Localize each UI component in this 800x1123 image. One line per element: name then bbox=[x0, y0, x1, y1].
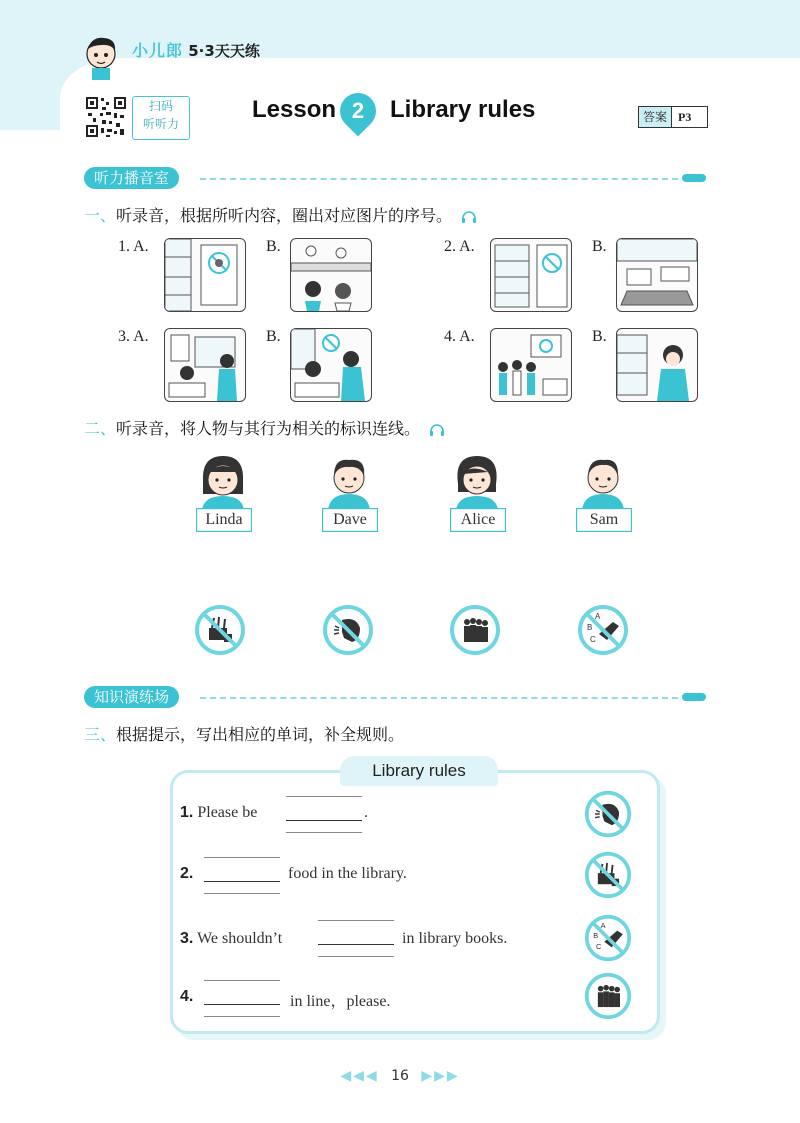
no-food-icon bbox=[584, 851, 632, 899]
lesson-number-badge bbox=[333, 86, 384, 137]
rule-text-before: We shouldn’t bbox=[197, 930, 283, 947]
rule-4-answer-blank[interactable] bbox=[204, 1004, 280, 1005]
rule-1-answer-blank[interactable] bbox=[286, 820, 362, 821]
question-number: 三、 bbox=[84, 725, 117, 744]
item-2b-label: B. bbox=[592, 238, 607, 255]
lesson-title: Library rules bbox=[390, 96, 536, 123]
rule-number: 1. bbox=[180, 804, 194, 821]
rule-2-answer-blank[interactable] bbox=[204, 881, 280, 882]
writing-guide-line bbox=[204, 1016, 280, 1017]
brand-series: 5·3天天练 bbox=[188, 42, 260, 60]
scan-line-1: 扫码 bbox=[148, 99, 173, 113]
item-1b-image[interactable] bbox=[290, 238, 372, 312]
no-talking-icon bbox=[584, 790, 632, 838]
question-number: 二、 bbox=[84, 419, 117, 438]
section-divider bbox=[200, 178, 678, 180]
item-2a-image[interactable] bbox=[490, 238, 572, 312]
item-4-label: 4. A. bbox=[444, 328, 475, 345]
scan-to-listen-label bbox=[132, 96, 190, 140]
writing-guide-line bbox=[204, 893, 280, 894]
line-up-icon bbox=[584, 972, 632, 1020]
rule-text-before: Please be bbox=[197, 804, 258, 821]
rule-2-after: food in the library. bbox=[288, 865, 407, 882]
question-3-title bbox=[84, 722, 404, 745]
answer-label: 答案 bbox=[639, 107, 672, 127]
no-writing-in-books-icon bbox=[584, 914, 632, 962]
item-4b-image[interactable] bbox=[616, 328, 698, 402]
writing-guide-line bbox=[318, 956, 394, 957]
writing-guide-line bbox=[318, 920, 394, 921]
svg-text:B: B bbox=[593, 931, 599, 940]
item-2b-image[interactable] bbox=[616, 238, 698, 312]
svg-text:C: C bbox=[590, 635, 596, 644]
item-2-label: 2. A. bbox=[444, 238, 475, 255]
question-2-title bbox=[84, 416, 445, 439]
question-1-title bbox=[84, 203, 477, 226]
answer-page: P3 bbox=[678, 110, 692, 124]
question-text: 根据提示，写出相应的单词，补全规则。 bbox=[116, 725, 405, 744]
rule-3-answer-blank[interactable] bbox=[318, 944, 394, 945]
question-number: 一、 bbox=[84, 206, 117, 225]
rule-1 bbox=[180, 804, 257, 822]
qr-code-icon[interactable] bbox=[84, 95, 128, 139]
brand-name: 小儿郎 bbox=[132, 41, 184, 60]
rule-4-after: in line，please. bbox=[290, 993, 391, 1010]
rule-1-after: . bbox=[364, 804, 368, 821]
section-listening: 听力播音室 bbox=[84, 167, 179, 189]
no-writing-in-books-icon[interactable] bbox=[577, 604, 629, 656]
no-talking-icon[interactable] bbox=[322, 604, 374, 656]
item-1a-image[interactable] bbox=[164, 238, 246, 312]
page-number: 16 bbox=[391, 1068, 409, 1084]
rule-number: 2. bbox=[180, 865, 194, 882]
name-sam[interactable]: Sam bbox=[576, 508, 632, 532]
linda-avatar bbox=[188, 450, 258, 510]
brand-title bbox=[132, 38, 260, 61]
writing-guide-line bbox=[204, 857, 280, 858]
svg-text:A: A bbox=[600, 920, 606, 930]
item-4b-label: B. bbox=[592, 328, 607, 345]
pencil-icon bbox=[682, 693, 706, 701]
headphone-icon[interactable] bbox=[429, 423, 445, 437]
scan-line-2: 听听力 bbox=[142, 117, 179, 131]
alice-avatar bbox=[442, 450, 512, 510]
rule-number: 4. bbox=[180, 988, 194, 1005]
item-3b-label: B. bbox=[266, 328, 281, 345]
right-arrows-icon: ▶▶▶ bbox=[421, 1068, 460, 1084]
item-3-label: 3. A. bbox=[118, 328, 149, 345]
lesson-word: Lesson bbox=[252, 96, 337, 123]
rule-4 bbox=[180, 988, 193, 1006]
writing-guide-line bbox=[204, 980, 280, 981]
svg-text:C: C bbox=[596, 942, 602, 952]
sam-avatar bbox=[568, 450, 638, 510]
writing-guide-line bbox=[286, 832, 362, 833]
no-food-icon[interactable] bbox=[194, 604, 246, 656]
name-linda[interactable]: Linda bbox=[196, 508, 252, 532]
rule-number: 3. bbox=[180, 930, 194, 947]
answer-reference[interactable] bbox=[638, 106, 708, 128]
dave-avatar bbox=[314, 450, 384, 510]
headphone-icon[interactable] bbox=[461, 210, 477, 224]
page-footer bbox=[0, 1068, 800, 1084]
question-text: 听录音，根据所听内容，圈出对应图片的序号。 bbox=[116, 206, 453, 225]
section-practice: 知识演练场 bbox=[84, 686, 179, 708]
svg-text:B: B bbox=[587, 623, 593, 632]
question-text: 听录音，将人物与其行为相关的标识连线。 bbox=[116, 419, 421, 438]
name-alice[interactable]: Alice bbox=[450, 508, 506, 532]
name-dave[interactable]: Dave bbox=[322, 508, 378, 532]
left-arrows-icon: ◀◀◀ bbox=[340, 1068, 379, 1084]
section-divider bbox=[200, 697, 678, 699]
rule-2 bbox=[180, 865, 193, 883]
item-4a-image[interactable] bbox=[490, 328, 572, 402]
svg-text:A: A bbox=[595, 612, 601, 621]
writing-guide-line bbox=[286, 796, 362, 797]
library-rules-title: Library rules bbox=[340, 756, 498, 786]
item-3a-image[interactable] bbox=[164, 328, 246, 402]
rule-3-after: in library books. bbox=[402, 930, 508, 947]
mascot-icon bbox=[82, 34, 120, 80]
pencil-icon bbox=[682, 174, 706, 182]
lesson-number: 2 bbox=[351, 98, 365, 123]
line-up-icon[interactable] bbox=[449, 604, 501, 656]
item-3b-image[interactable] bbox=[290, 328, 372, 402]
item-1-label: 1. A. bbox=[118, 238, 149, 255]
item-1b-label: B. bbox=[266, 238, 281, 255]
rule-3 bbox=[180, 930, 282, 948]
